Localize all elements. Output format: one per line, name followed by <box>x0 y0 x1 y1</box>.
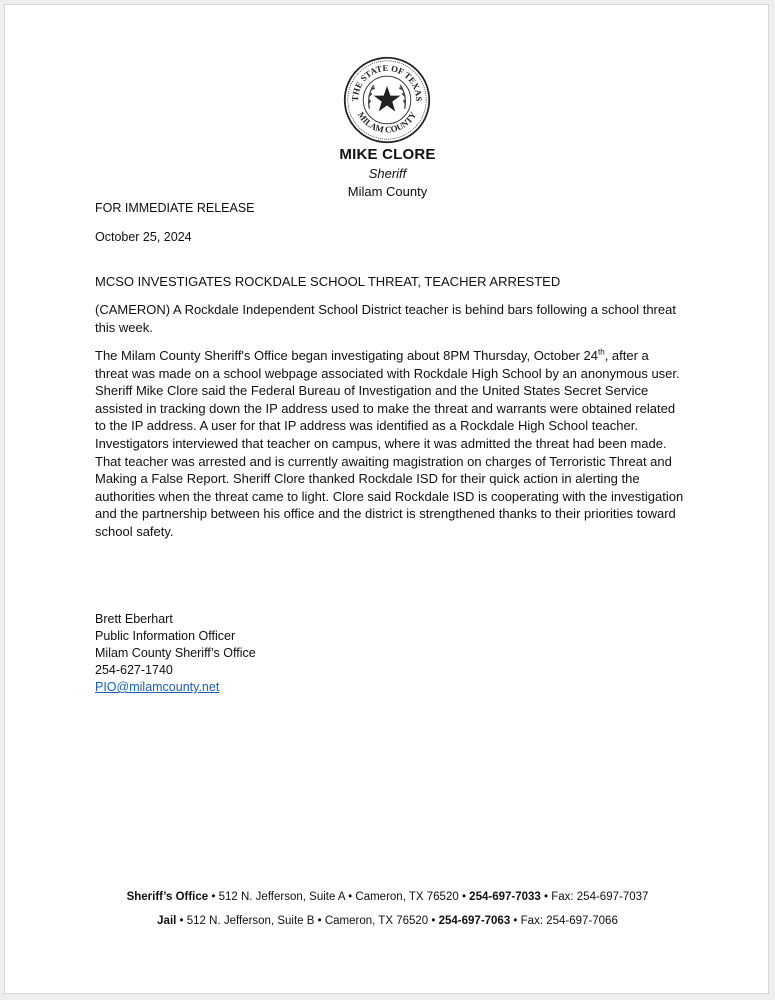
sheriff-name: MIKE CLORE <box>339 146 436 163</box>
office-fax: Fax: 254-697-7037 <box>551 891 649 903</box>
jail-address: 512 N. Jefferson, Suite B <box>186 915 315 927</box>
jail-fax: Fax: 254-697-7066 <box>520 915 618 927</box>
county-seal-logo <box>343 56 431 144</box>
intro-paragraph <box>95 301 685 336</box>
signer-email-link[interactable]: PIO@milamcounty.net <box>95 680 220 694</box>
sheriff-title: Sheriff <box>368 166 407 181</box>
jail-city: Cameron, TX 76520 <box>324 915 429 927</box>
office-address: 512 N. Jefferson, Suite A <box>218 891 345 903</box>
signer-name: Brett Eberhart <box>95 612 173 626</box>
footer-office-line: Sheriff’s Office • 512 N. Jefferson, Suite A • Cameron, TX 76520 • 254-697-7033 • Fax: 254-697-7037 <box>126 891 649 903</box>
headline: MCSO INVESTIGATES ROCKDALE SCHOOL THREAT, TEACHER ARRESTED <box>95 274 561 289</box>
ordinal-superscript: th <box>598 347 605 357</box>
jail-label: Jail <box>157 915 177 927</box>
county-name: Milam County <box>347 184 428 199</box>
body-paragraph <box>95 347 685 541</box>
signature-block <box>95 611 256 696</box>
intro-text: (CAMERON) A Rockdale Independent School District teacher is behind bars following a school threat this week. <box>95 302 676 335</box>
body-text-rest: , after a threat was made on a school webpage associated with Rockdale High School by an anonymous user. Sheriff Mike Clore said the Federal Bureau of Investigation and the United States Secret Service assisted in tracking down the IP address used to make the threat and warrants were obtained related to the IP address. A user for that IP address was identified as a Rockdale High School teacher. Investigators interviewed that teacher on campus, where it was admitted the threat had been made. That teacher was arrested and is currently awaiting magistration on charges of Terroristic Threat and Making a False Report. Sheriff Clore thanked Rockdale ISD for their quick action in alerting the authorities when the threat came to light. Clore said Rockdale ISD is cooperating with the investigation and the partnership between his office and the district is strengthened thanks to their priorities toward school safety. <box>95 348 684 539</box>
release-label: FOR IMMEDIATE RELEASE <box>95 201 255 215</box>
signer-phone: 254-627-1740 <box>95 663 173 677</box>
svg-text:MILAM COUNTY: MILAM COUNTY <box>355 110 419 135</box>
office-city: Cameron, TX 76520 <box>355 891 459 903</box>
svg-text:THE STATE OF TEXAS: THE STATE OF TEXAS <box>349 62 425 102</box>
footer-jail-line: Jail • 512 N. Jefferson, Suite B • Cameron, TX 76520 • 254-697-7063 • Fax: 254-697-7066 <box>157 915 618 927</box>
jail-phone: 254-697-7063 <box>438 915 511 927</box>
office-label: Sheriff’s Office <box>126 891 209 903</box>
release-date: October 25, 2024 <box>95 230 192 244</box>
office-phone: 254-697-7033 <box>469 891 541 903</box>
signer-org: Milam County Sheriff’s Office <box>95 646 256 660</box>
signer-title: Public Information Officer <box>95 629 236 643</box>
body-text-start: The Milam County Sheriff's Office began investigating about 8PM Thursday, October 24 <box>95 348 599 363</box>
